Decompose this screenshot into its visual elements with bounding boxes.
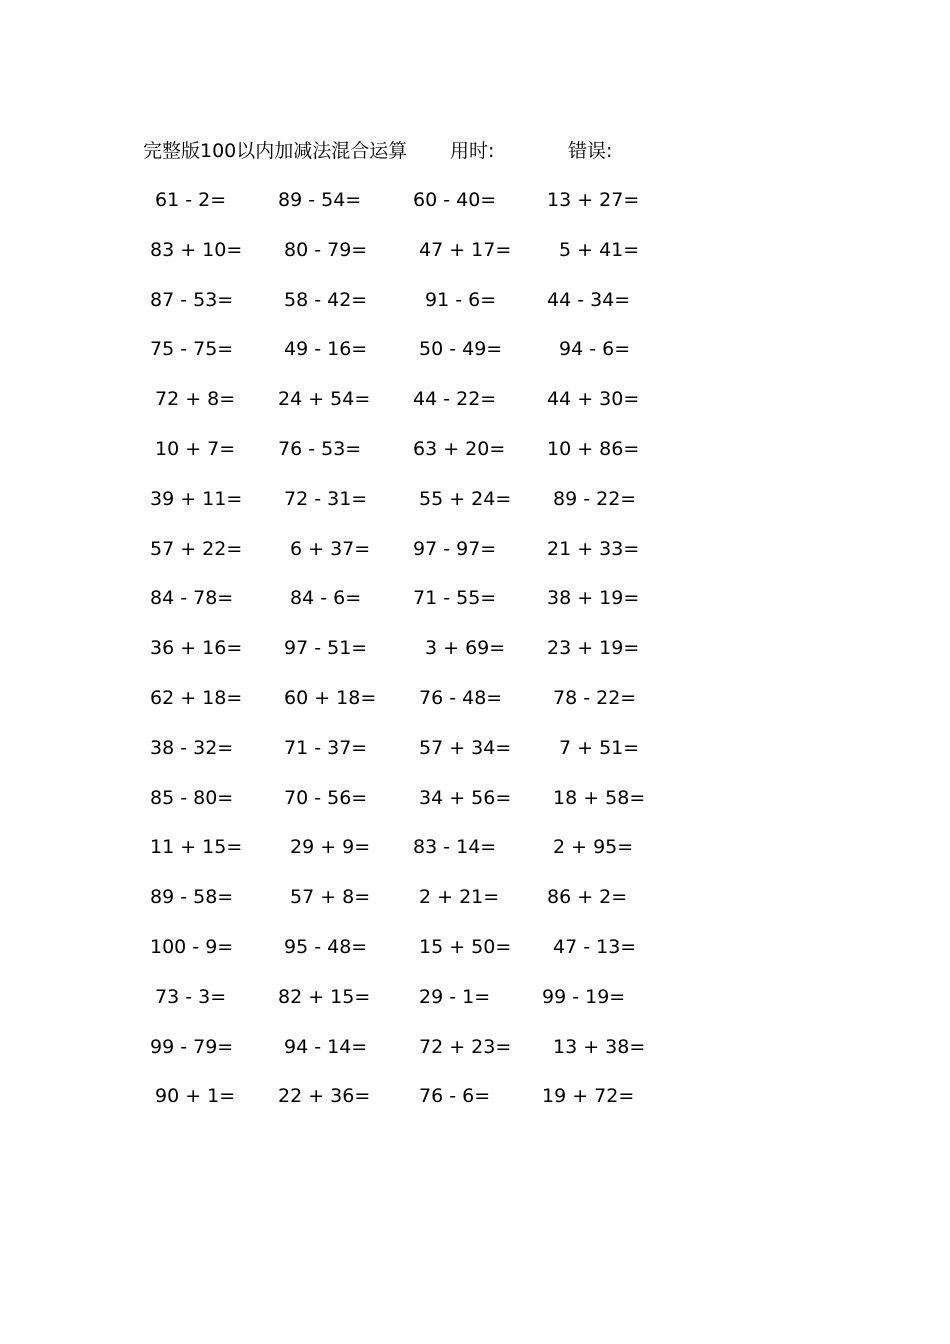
math-problem: 78 - 22= (553, 686, 637, 709)
math-problem: 91 - 6= (425, 288, 497, 311)
math-problem: 76 - 53= (278, 437, 362, 460)
math-problem: 23 + 19= (547, 637, 640, 660)
math-problem: 84 - 78= (150, 587, 234, 610)
math-problem: 5 + 41= (559, 238, 640, 261)
math-problem: 75 - 75= (150, 338, 234, 361)
math-problem: 83 - 14= (413, 836, 497, 859)
math-problem: 29 + 9= (290, 836, 371, 859)
math-problem: 89 - 58= (150, 886, 234, 909)
math-problem: 72 - 31= (284, 487, 368, 510)
math-problem: 47 - 13= (553, 935, 637, 958)
math-problem: 38 + 19= (547, 587, 640, 610)
problem-row (0, 634, 950, 684)
problem-row (0, 1082, 950, 1132)
math-problem: 57 + 8= (290, 886, 371, 909)
math-problem: 7 + 51= (559, 736, 640, 759)
math-problem: 60 + 18= (284, 686, 377, 709)
math-problem: 2 + 95= (553, 836, 634, 859)
worksheet-header (143, 136, 663, 166)
math-problem: 62 + 18= (150, 686, 243, 709)
problem-row (0, 833, 950, 883)
problem-row (0, 734, 950, 784)
math-problem: 2 + 21= (419, 886, 500, 909)
math-problem: 6 + 37= (290, 537, 371, 560)
math-problem: 76 - 6= (419, 1085, 491, 1108)
math-problem: 94 - 14= (284, 1035, 368, 1058)
math-problem: 89 - 54= (278, 189, 362, 211)
math-problem: 47 + 17= (419, 238, 512, 261)
math-problem: 34 + 56= (419, 786, 512, 809)
math-problem: 57 + 22= (150, 537, 243, 560)
math-problem: 80 - 79= (284, 238, 368, 261)
math-problem: 36 + 16= (150, 637, 243, 660)
math-problem: 89 - 22= (553, 487, 637, 510)
math-problem: 13 + 27= (547, 189, 640, 211)
math-problem: 95 - 48= (284, 935, 368, 958)
math-problem: 61 - 2= (155, 189, 227, 211)
math-problem: 22 + 36= (278, 1085, 371, 1108)
math-problem: 82 + 15= (278, 985, 371, 1008)
problem-grid (0, 186, 950, 1132)
math-problem: 13 + 38= (553, 1035, 646, 1058)
math-problem: 21 + 33= (547, 537, 640, 560)
math-problem: 63 + 20= (413, 437, 506, 460)
math-problem: 76 - 48= (419, 686, 503, 709)
problem-row (0, 335, 950, 385)
math-problem: 87 - 53= (150, 288, 234, 311)
math-problem: 70 - 56= (284, 786, 368, 809)
math-problem: 58 - 42= (284, 288, 368, 311)
math-problem: 72 + 23= (419, 1035, 512, 1058)
math-problem: 100 - 9= (150, 935, 234, 958)
math-problem: 44 - 34= (547, 288, 631, 311)
problem-row (0, 485, 950, 535)
math-problem: 71 - 37= (284, 736, 368, 759)
worksheet-title: 完整版100以内加减法混合运算 (143, 140, 408, 162)
math-problem: 73 - 3= (155, 985, 227, 1008)
math-problem: 55 + 24= (419, 487, 512, 510)
math-problem: 97 - 51= (284, 637, 368, 660)
problem-row (0, 535, 950, 585)
errors-label: 错误: (568, 140, 613, 162)
math-problem: 71 - 55= (413, 587, 497, 610)
math-problem: 99 - 79= (150, 1035, 234, 1058)
math-problem: 97 - 97= (413, 537, 497, 560)
math-problem: 83 + 10= (150, 238, 243, 261)
math-problem: 39 + 11= (150, 487, 243, 510)
problem-row (0, 385, 950, 435)
math-problem: 44 - 22= (413, 388, 497, 411)
math-problem: 3 + 69= (425, 637, 506, 660)
problem-row (0, 983, 950, 1033)
math-problem: 94 - 6= (559, 338, 631, 361)
math-problem: 57 + 34= (419, 736, 512, 759)
problem-row (0, 236, 950, 286)
math-problem: 24 + 54= (278, 388, 371, 411)
math-problem: 38 - 32= (150, 736, 234, 759)
math-problem: 84 - 6= (290, 587, 362, 610)
math-problem: 49 - 16= (284, 338, 368, 361)
problem-row (0, 684, 950, 734)
math-problem: 72 + 8= (155, 388, 236, 411)
math-problem: 60 - 40= (413, 189, 497, 211)
problem-row (0, 933, 950, 983)
problem-row (0, 186, 950, 236)
math-problem: 29 - 1= (419, 985, 491, 1008)
problem-row (0, 883, 950, 933)
time-label: 用时: (450, 140, 495, 162)
math-problem: 86 + 2= (547, 886, 628, 909)
math-problem: 85 - 80= (150, 786, 234, 809)
problem-row (0, 286, 950, 336)
math-problem: 90 + 1= (155, 1085, 236, 1108)
math-problem: 11 + 15= (150, 836, 243, 859)
math-problem: 50 - 49= (419, 338, 503, 361)
problem-row (0, 584, 950, 634)
math-problem: 19 + 72= (542, 1085, 635, 1108)
problem-row (0, 1033, 950, 1083)
math-problem: 10 + 86= (547, 437, 640, 460)
math-problem: 44 + 30= (547, 388, 640, 411)
math-problem: 99 - 19= (542, 985, 626, 1008)
math-problem: 15 + 50= (419, 935, 512, 958)
problem-row (0, 435, 950, 485)
problem-row (0, 784, 950, 834)
math-problem: 10 + 7= (155, 437, 236, 460)
math-problem: 18 + 58= (553, 786, 646, 809)
